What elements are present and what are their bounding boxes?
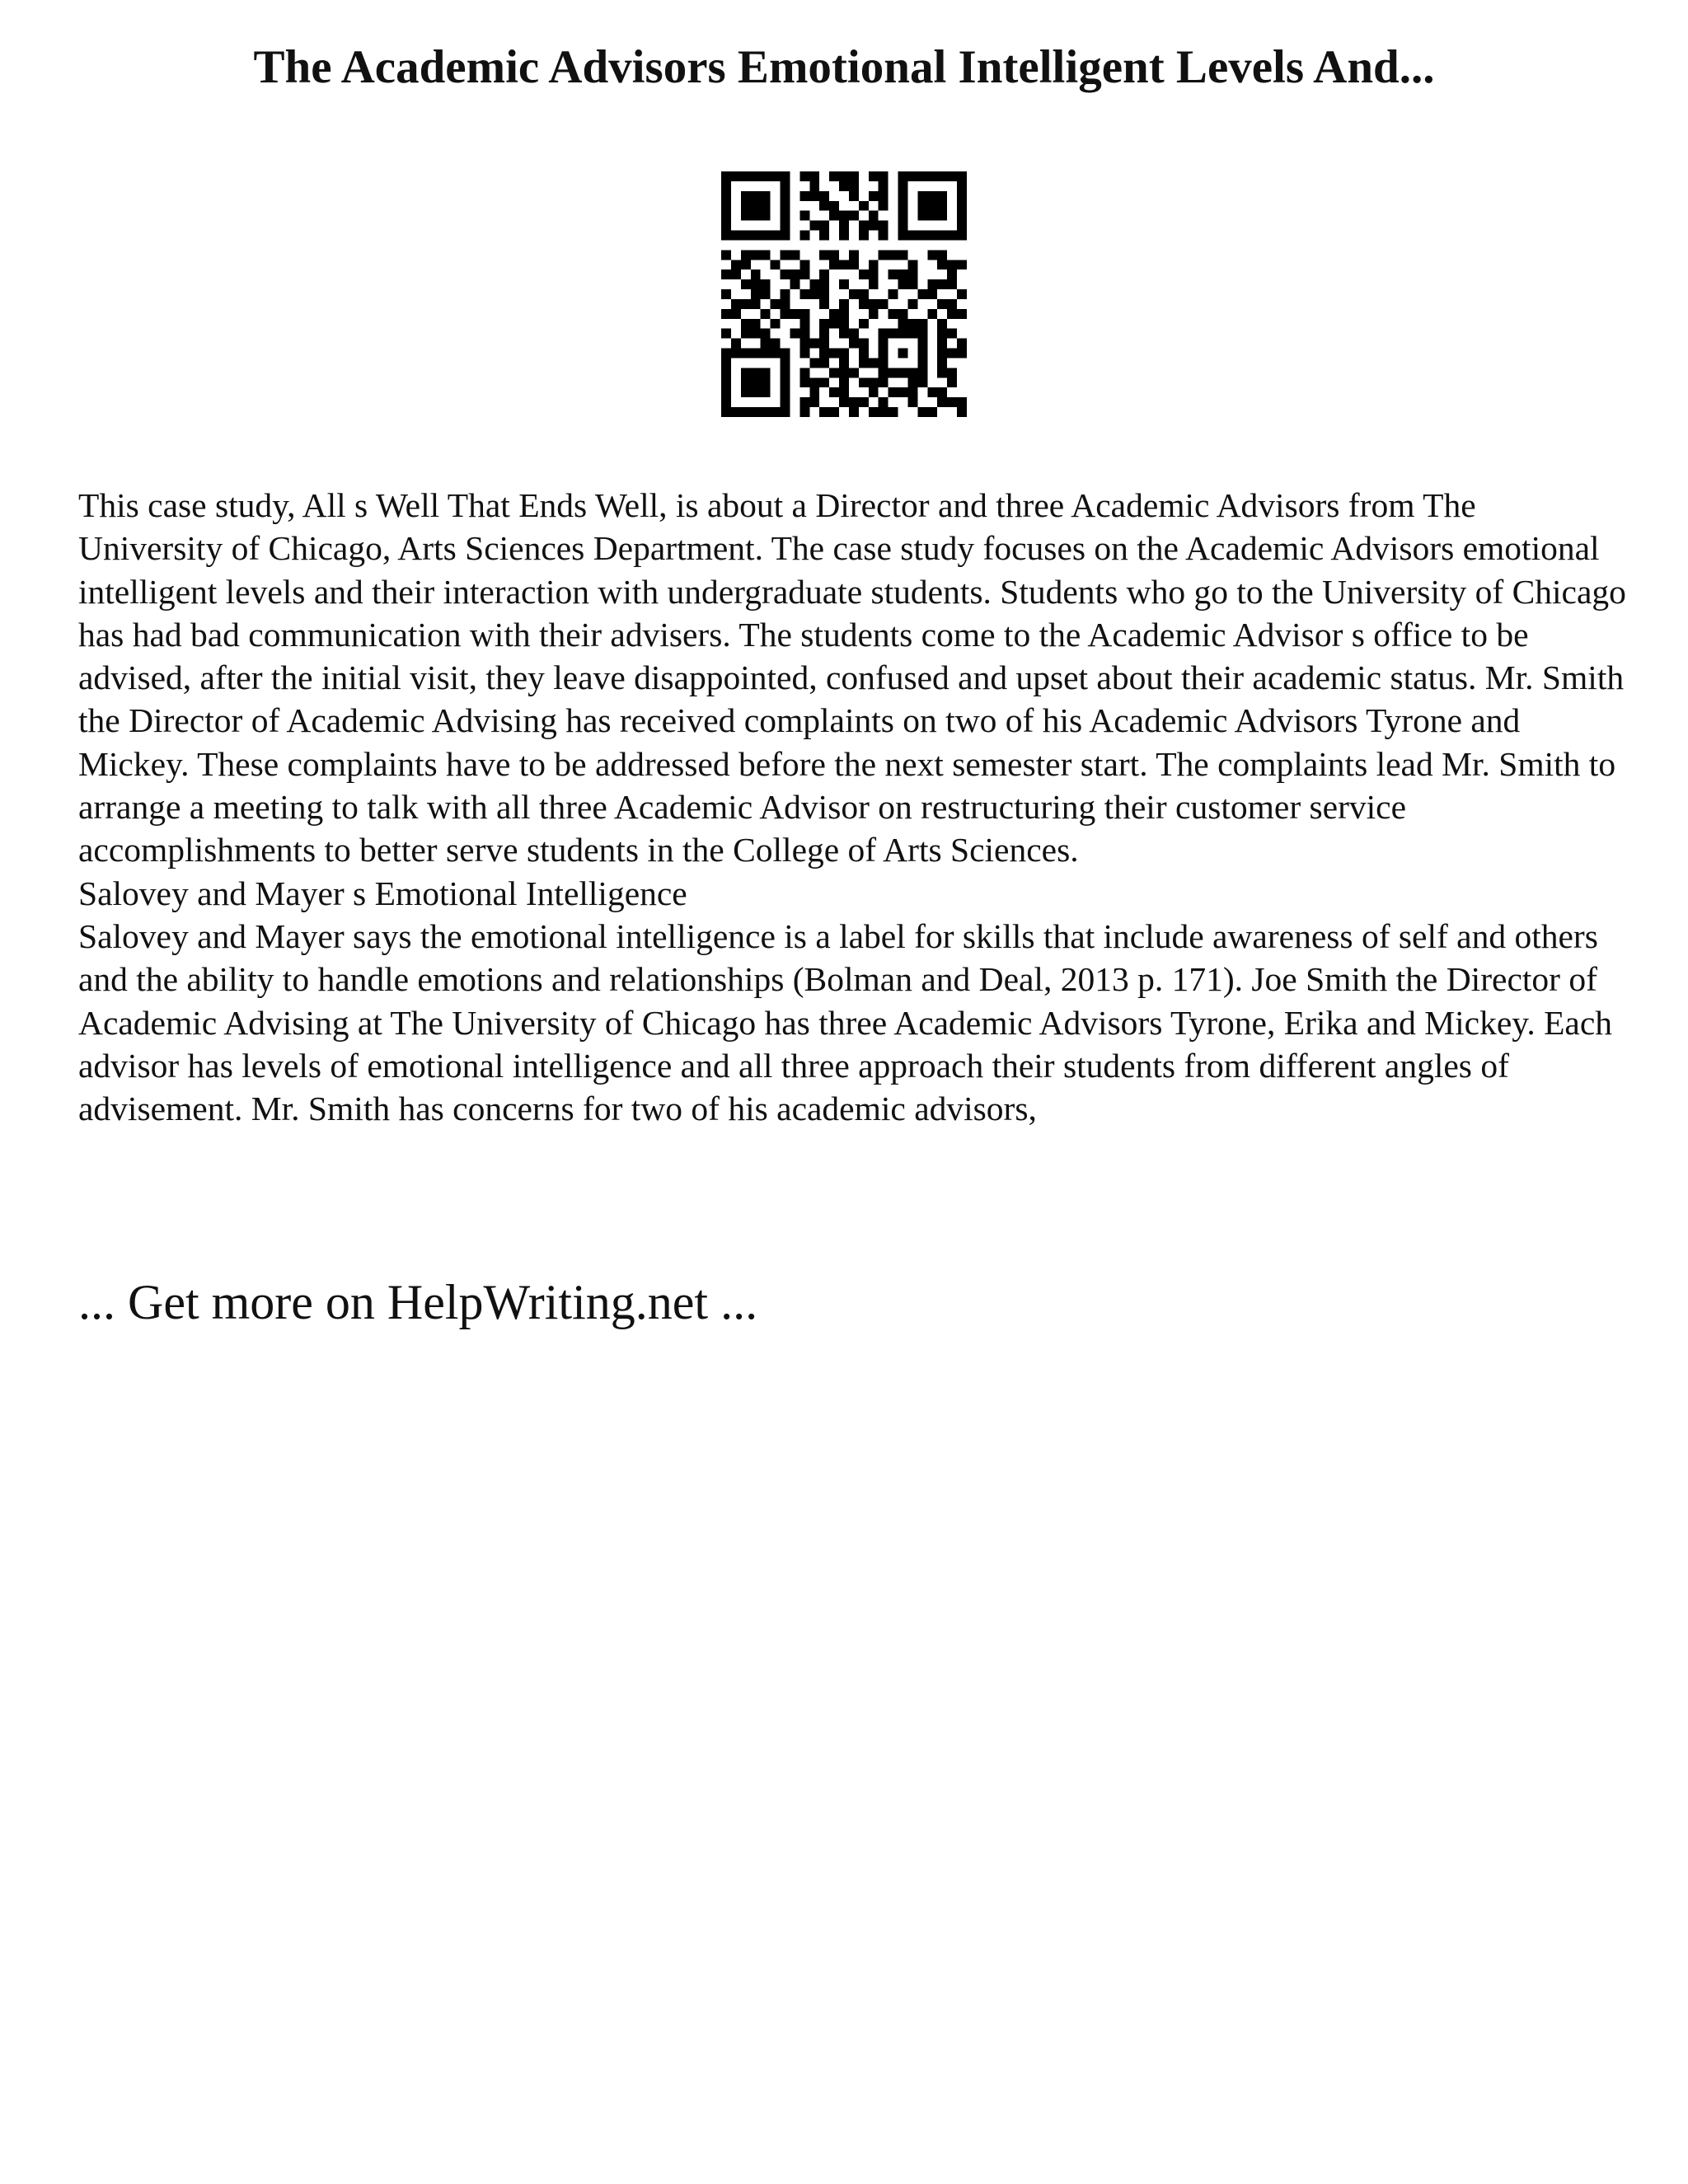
paragraph-intro: This case study, All s Well That Ends Well, is about a Director and three Academic Advisors from The University of Chicago, Arts Sciences Department. The case study focuses on the Academic Advisors emotional intelligent levels and their interaction with undergraduate students. Students who go to the University of Chicago has had bad communication with their advisers. The students come to the Academic Advisor s office to be advised, after the initial visit, they leave disappointed, confused and upset about their academic status. Mr. Smith the Director of Academic Advising has received complaints on two of his Academic Advisors Tyrone and Mickey. These complaints have to be addressed before the next semester start. The complaints lead Mr. Smith to arrange a meeting to talk with all three Academic Advisor on restructuring their customer service accomplishments to better serve students in the College of Arts Sciences.	[78, 486, 1626, 869]
qr-code-icon	[721, 171, 967, 417]
section-heading: Salovey and Mayer s Emotional Intelligence	[78, 874, 687, 912]
get-more-link[interactable]: ... Get more on HelpWriting.net ...	[78, 1275, 758, 1329]
paragraph-emotional-intelligence: Salovey and Mayer says the emotional intelligence is a label for skills that include awareness of self and others and the ability to handle emotions and relationships (Bolman and Deal, 2013 p. 171). Joe Smith the Director of Academic Advising at The University of Chicago has three Academic Advisors Tyrone, Erika and Mickey. Each advisor has levels of emotional intelligence and all three approach their students from different angles of advisement. Mr. Smith has concerns for two of his academic advisors,	[78, 916, 1613, 1128]
document-body	[78, 484, 1628, 1130]
document-title: The Academic Advisors Emotional Intelligent Levels And...	[253, 41, 1435, 93]
